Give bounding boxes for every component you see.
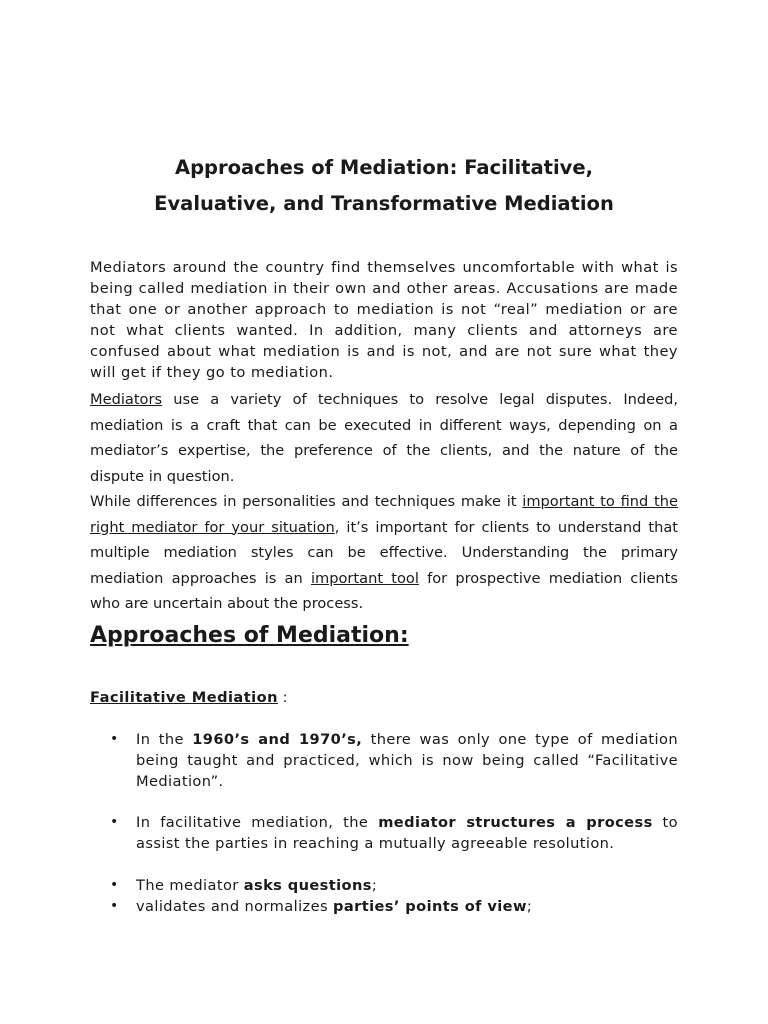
mediators-link[interactable]: Mediators	[90, 391, 163, 408]
list-item-text-bold: mediator structures a process	[378, 814, 653, 831]
document-title-line-2: Evaluative, and Transformative Mediation	[154, 192, 614, 215]
list-item	[90, 729, 678, 792]
important-tool-link[interactable]: important tool	[310, 569, 419, 587]
styles-paragraph-text-1: While differences in personalities and techniques make it	[90, 493, 523, 510]
list-item-text-pre: validates and normalizes	[136, 898, 334, 915]
list-item	[90, 812, 678, 854]
list-item-text	[136, 896, 678, 917]
list-item-text	[136, 729, 678, 792]
list-item-text-pre: In facilitative mediation, the	[136, 814, 379, 831]
list-item-text-post: ;	[371, 877, 378, 894]
bullet-icon: •	[110, 898, 119, 914]
list-item-text-post: ;	[526, 898, 533, 915]
bullet-icon: •	[110, 814, 119, 830]
intro-paragraph: Mediators around the country find themselves uncomfortable with what is being called mediation in their own and other areas. Accusations are made that one or another approach to mediation is not “real” mediation or are not what clients wanted. In addition, many clients and attorneys are confused about what mediation is and is not, and are not sure what they will get if they go to mediation.	[90, 259, 678, 381]
list-item-text	[136, 875, 678, 896]
subsection-suffix: :	[277, 689, 288, 706]
list-item-text-bold: parties’ points of view	[333, 898, 527, 915]
subsection-title: Facilitative Mediation	[90, 689, 278, 706]
list-item	[90, 896, 678, 917]
document-title-line-1: Approaches of Mediation: Facilitative,	[175, 156, 593, 179]
bullet-icon: •	[110, 877, 119, 893]
section-heading: Approaches of Mediation:	[90, 623, 409, 648]
bullet-icon: •	[110, 731, 119, 747]
list-item-text	[136, 812, 678, 854]
list-item-text-pre: The mediator	[136, 877, 244, 894]
list-item-text-bold: 1960’s and 1970’s,	[192, 731, 363, 748]
styles-paragraph-text-2: , it’s important for clients to understand that multiple mediation styles can be effective. Understanding the primary mediation approaches is an	[90, 518, 678, 587]
find-right-mediator-link[interactable]: important to find the right mediator for your situation	[90, 493, 679, 536]
techniques-paragraph-text: use a variety of techniques to resolve legal disputes. Indeed, mediation is a craft that can be executed in different ways, depending on a mediator’s expertise, the preference of the clients, and the nature of the dispute in question.	[90, 391, 678, 485]
list-item-text-post: there was only one type of mediation being taught and practiced, which is now being called “Facilitative Mediation”.	[136, 731, 678, 790]
list-item-text-bold: asks questions	[243, 877, 372, 894]
techniques-paragraph	[90, 387, 678, 489]
subsection-heading	[90, 687, 288, 708]
list-item	[90, 875, 678, 896]
document-title	[90, 150, 678, 222]
list-item-text-post: to assist the parties in reaching a mutually agreeable resolution.	[136, 814, 678, 852]
styles-paragraph-text-3: for prospective mediation clients who are uncertain about the process.	[90, 569, 678, 612]
list-item-text-pre: In the	[136, 731, 193, 748]
styles-paragraph	[90, 489, 678, 617]
